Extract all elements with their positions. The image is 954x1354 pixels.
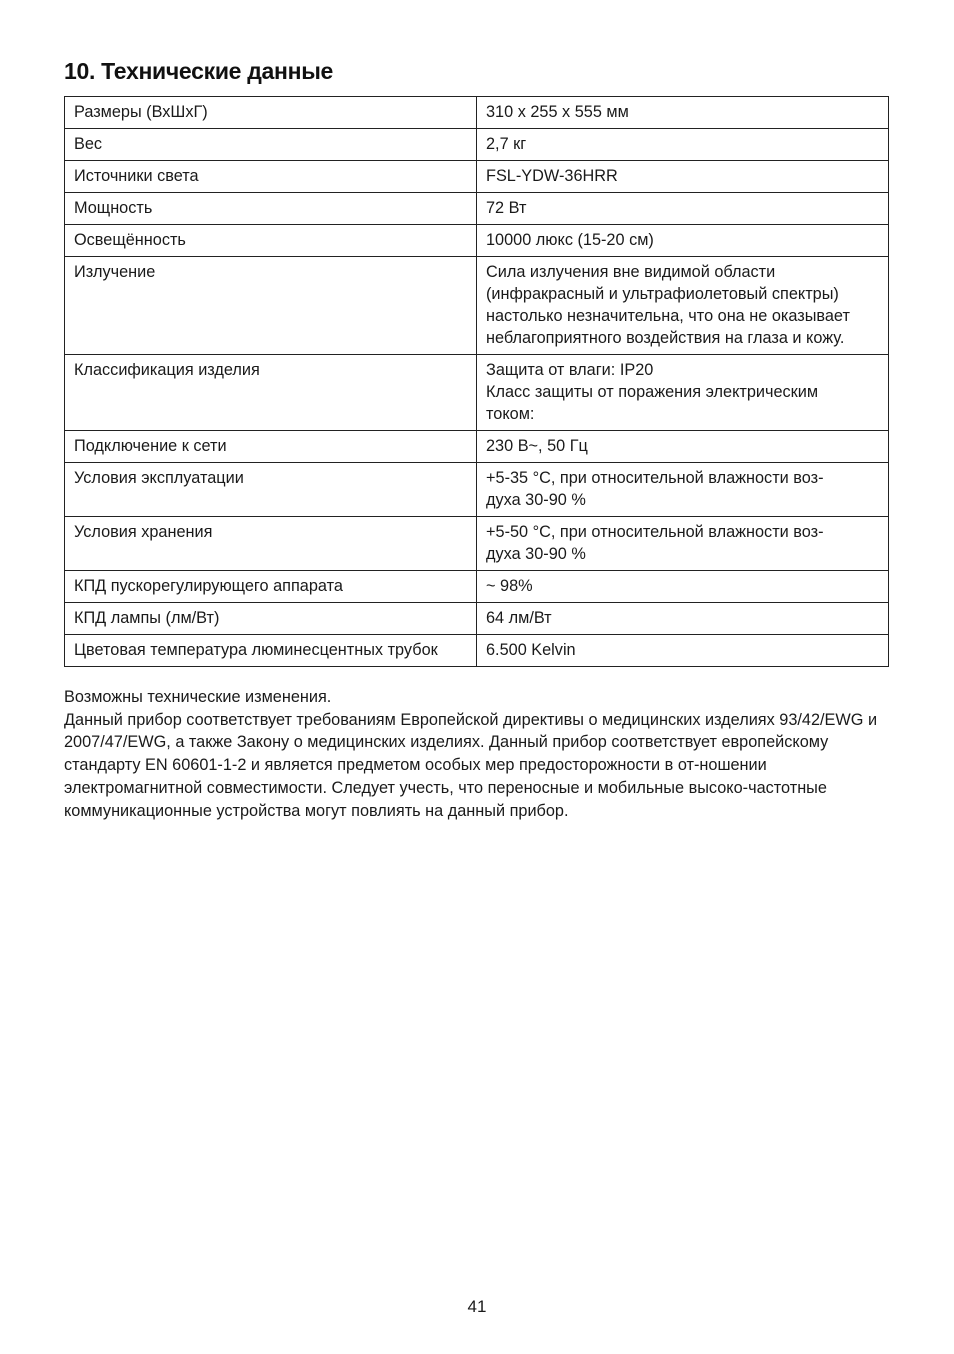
table-row	[65, 161, 889, 193]
spec-value: 72 Вт	[477, 193, 889, 225]
table-row	[65, 431, 889, 463]
spec-label: Условия хранения	[65, 517, 477, 571]
spec-value: FSL-YDW-36HRR	[477, 161, 889, 193]
spec-label: Размеры (ВхШхГ)	[65, 97, 477, 129]
spec-value: 310 x 255 x 555 мм	[477, 97, 889, 129]
spec-value: +5-50 °C, при относительной влажности воз- духа 30-90 %	[477, 517, 889, 571]
spec-value: 6.500 Kelvin	[477, 635, 889, 667]
table-row	[65, 257, 889, 355]
notes-block	[64, 686, 894, 822]
spec-value: 64 лм/Вт	[477, 603, 889, 635]
spec-label: Источники света	[65, 161, 477, 193]
section-heading: 10. Технические данные	[64, 58, 334, 84]
spec-label: Условия эксплуатации	[65, 463, 477, 517]
technical-changes-note: Возможны технические изменения.	[64, 688, 332, 706]
spec-value: 10000 люкс (15-20 см)	[477, 225, 889, 257]
table-row	[65, 603, 889, 635]
spec-label: Цветовая температура люминесцентных трубок	[65, 635, 477, 667]
page-number: 41	[467, 1297, 487, 1316]
spec-label: КПД пускорегулирующего аппарата	[65, 571, 477, 603]
spec-label: Вес	[65, 129, 477, 161]
compliance-paragraph: Данный прибор соответствует требованиям Европейской директивы о медицинских изделиях 93/42/EWG и 2007/47/EWG, а также Закону о медицинских изделиях. Данный прибор соответствует европейскому стандарту EN 60601-1-2 и является предметом особых мер предосторожности в от-ношении электромагнитной совместимости. Следует учесть, что переносные и мобильные высоко-частотные коммуникационные устройства могут повлиять на данный прибор.	[64, 710, 878, 820]
table-row	[65, 517, 889, 571]
spec-value: Защита от влаги: IP20 Класс защиты от поражения электрическим током:	[477, 355, 889, 431]
table-row	[65, 463, 889, 517]
spec-label: Освещённость	[65, 225, 477, 257]
spec-value: +5-35 °C, при относительной влажности воз- духа 30-90 %	[477, 463, 889, 517]
spec-value: Сила излучения вне видимой области (инфракрасный и ультрафиолетовый спектры) настолько незначительна, что она не оказывает неблагоприятного воздействия на глаза и кожу.	[477, 257, 889, 355]
spec-label: Мощность	[65, 193, 477, 225]
table-row	[65, 97, 889, 129]
table-row	[65, 129, 889, 161]
technical-data-table	[64, 96, 889, 667]
table-row	[65, 193, 889, 225]
spec-label: Излучение	[65, 257, 477, 355]
table-row	[65, 571, 889, 603]
spec-label: Классификация изделия	[65, 355, 477, 431]
spec-value: ~ 98%	[477, 571, 889, 603]
spec-value: 230 В~, 50 Гц	[477, 431, 889, 463]
table-row	[65, 225, 889, 257]
spec-label: Подключение к сети	[65, 431, 477, 463]
spec-label: КПД лампы (лм/Вт)	[65, 603, 477, 635]
table-row	[65, 355, 889, 431]
spec-value: 2,7 кг	[477, 129, 889, 161]
table-row	[65, 635, 889, 667]
